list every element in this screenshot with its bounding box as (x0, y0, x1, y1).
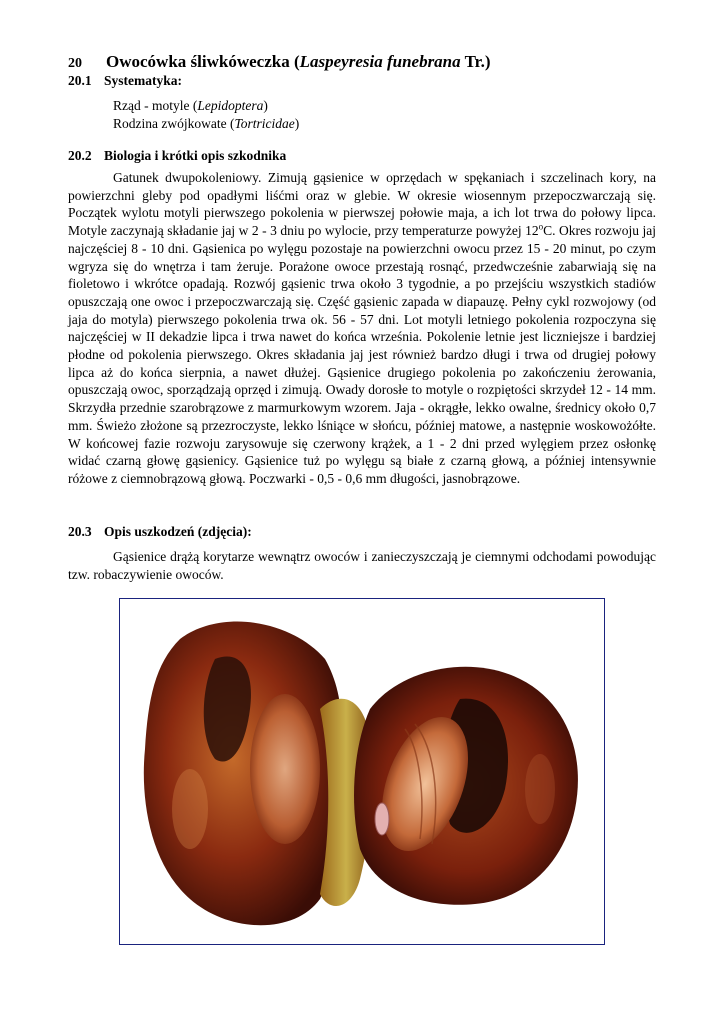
damage-paragraph: Gąsienice drążą korytarze wewnątrz owoców i zanieczyszczają je ciemnymi odchodami powodując tzw. robaczywienie owoców. (68, 549, 656, 582)
biology-paragraph (68, 169, 656, 488)
section-heading (68, 52, 491, 72)
heading-title-latin: Laspeyresia funebrana (299, 52, 461, 71)
order-label: Rząd - motyle ( (113, 98, 198, 113)
family-close: ) (294, 116, 300, 131)
subsection-title: Opis uszkodzeń (zdjęcia): (104, 524, 252, 539)
larva (375, 803, 389, 835)
systematics-family (113, 115, 299, 133)
heading-title-post: Tr.) (460, 52, 491, 71)
heading-title-pre: Owocówka śliwkóweczka ( (106, 52, 300, 71)
subsection-heading-biology (68, 148, 286, 164)
section-number: 20 (68, 56, 82, 71)
order-close: ) (263, 98, 268, 113)
subsection-number: 20.3 (68, 524, 92, 539)
subsection-title: Systematyka: (104, 73, 182, 88)
subsection-number: 20.1 (68, 73, 92, 88)
subsection-title: Biologia i krótki opis szkodnika (104, 148, 287, 163)
systematics-block (113, 97, 299, 133)
seed-left (250, 694, 320, 844)
biology-text-a: Gatunek dwupokoleniowy. Zimują gąsienice w oprzędach w spękaniach i szczelinach kory, na powierzchni gleby pod opadłymi liśćmi oraz w glebie. W okresie wiosennym przepoczwarczają się. Początek wylotu motyli pierwszego pokolenia w pierwszej połowie maja, a ich lot trwa do połowy lipca. Motyle zaczynają składanie jaj w 2 - 3 dniu po wylocie, przy temperaturze powyżej 12 (68, 170, 656, 239)
subsection-heading-damage (68, 524, 252, 540)
family-latin: Tortricidae (234, 116, 295, 131)
damaged-plum-photo (119, 598, 605, 945)
systematics-order (113, 97, 299, 115)
order-latin: Lepidoptera (197, 98, 264, 113)
subsection-heading-systematics (68, 73, 182, 89)
subsection-number: 20.2 (68, 148, 92, 163)
family-label: Rodzina zwójkowate ( (113, 116, 235, 131)
biology-text-b: C. Okres rozwoju jaj najczęściej 8 - 10 dni. Gąsienica po wylęgu pozostaje na powierzchni owocu przez 15 - 20 minut, po czym wgryza się do wnętrza i tam żeruje. Porażone owoce przestają rosnąć, przedwcześnie zabarwiają się na fioletowo i wkrótce opadają. Rozwój gąsienic trwa około 3 tygodnie, a po przejściu wszystkich stadiów opuszczają one owoc i przepoczwarczają się. Część gąsienic zapada w diapauzę. Pełny cykl rozwojowy (od jaja do motyla) pierwszego pokolenia trwa ok. 56 - 57 dni. Lot motyli letniego pokolenia rozpoczyna się najczęściej w II dekadzie lipca i trwa nawet do końca września. Pokolenie letnie jest liczniejsze i bardziej płodne od pokolenia pierwszego. Okres składania jaj jest również bardzo długi i trwa od drugiej połowy lipca aż do końca sierpnia, a nawet dłużej. Gąsienice drugiego pokolenia po zakończeniu żerowania, opuszczają owoc, sporządzają oprzęd i zimują. Owady dorosłe to motyle o rozpiętości skrzydeł 12 - 14 mm. Skrzydła przednie szarobrązowe z marmurkowym wzorem. Jaja - okrągłe, lekko owalne, średnicy około 0,7 mm. Świeżo złożone są przezroczyste, lekko lśniące w słońcu, później matowe, a następnie woskowożółte. W końcowej fazie rozwoju zarysowuje się czerwony krążek, a 1 - 2 dni przed wylęgiem przez osłonkę widać czarną głowę gąsienicy. Gąsienice tuż po wylęgu są białe z czarną głową, a później intensywnie różowe z ciemnobrązową głową. Poczwarki - 0,5 - 0,6 mm długości, jasnobrązowe. (68, 223, 656, 486)
degree-sup: o (538, 221, 544, 232)
plum-illustration (120, 599, 604, 944)
